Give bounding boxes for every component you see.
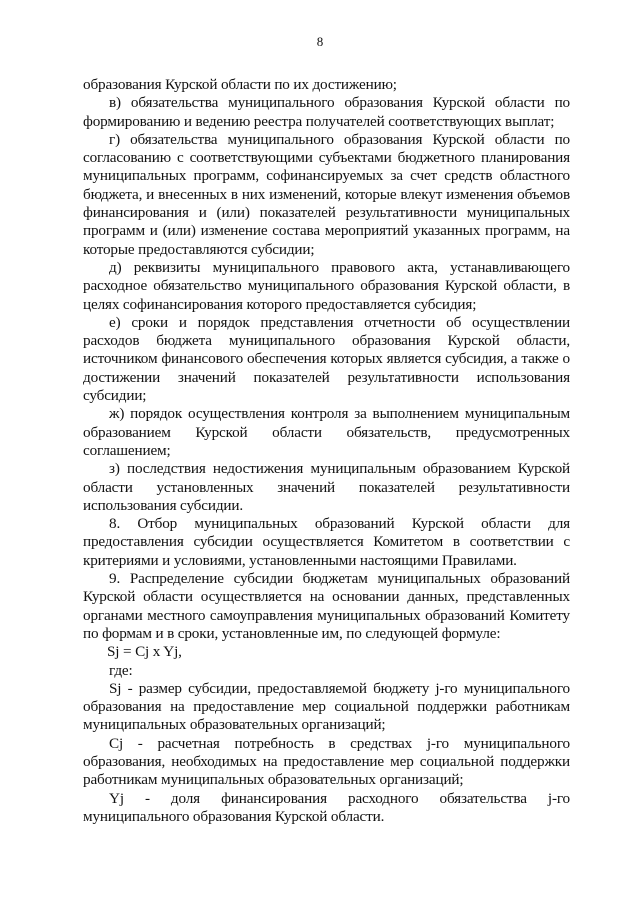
formula: Sj = Cj x Yj, <box>107 643 182 661</box>
where-label: где: <box>109 661 133 679</box>
document-body <box>83 76 570 826</box>
definition-sj: Sj - размер субсидии, предоставляемой бюджету j-го муниципального образования на предоставление мер социальной поддержки работникам муниципальных образовательных организаций; <box>83 679 570 734</box>
definition-yj: Yj - доля финансирования расходного обязательства j-го муниципального образования Курской области. <box>83 789 570 825</box>
paragraph-item-g: г) обязательства муниципального образования Курской области по согласованию с соответствующими субъектами бюджетного планирования муниципальных программ, софинансируемых за счет средств областного бюджета, и внесенных в них изменений, которые влекут изменения объемов финансирования и (или) показателей результативности муниципальных программ и (или) изменение состава мероприятий указанных программ, на которые предоставляются субсидии; <box>83 130 570 258</box>
page-number: 8 <box>316 34 324 49</box>
paragraph-continuation: образования Курской области по их достижению; <box>83 76 397 93</box>
paragraph-item-d: д) реквизиты муниципального правового акта, устанавливающего расходное обязательство муниципального образования Курской области, в целях софинансирования которого предоставляется субсидия; <box>83 258 570 313</box>
paragraph-item-e: е) сроки и порядок представления отчетности об осуществлении расходов бюджета муниципального образования Курской области, источником финансового обеспечения которых является субсидия, а также о достижении значений показателей результативности использования субсидии; <box>83 313 570 405</box>
paragraph-item-z: з) последствия недостижения муниципальным образованием Курской области установленных значений показателей результативности использования субсидии. <box>83 460 570 514</box>
paragraph-8: 8. Отбор муниципальных образований Курской области для предоставления субсидии осуществляется Комитетом в соответствии с критериями и условиями, установленными настоящими Правилами. <box>83 515 570 569</box>
paragraph-item-zh: ж) порядок осуществления контроля за выполнением муниципальным образованием Курской области обязательств, предусмотренных соглашением; <box>83 405 570 459</box>
paragraph-item-v: в) обязательства муниципального образования Курской области по формированию и ведению реестра получателей соответствующих выплат; <box>83 94 570 130</box>
definition-cj: Cj - расчетная потребность в средствах j-го муниципального образования, необходимых на предоставление мер социальной поддержки работникам муниципальных образовательных организаций; <box>83 734 570 789</box>
paragraph-9: 9. Распределение субсидии бюджетам муниципальных образований Курской области осуществляется на основании данных, представленных органами местного самоуправления муниципальных образований Комитету по формам и в сроки, установленные им, по следующей формуле: <box>83 570 570 642</box>
